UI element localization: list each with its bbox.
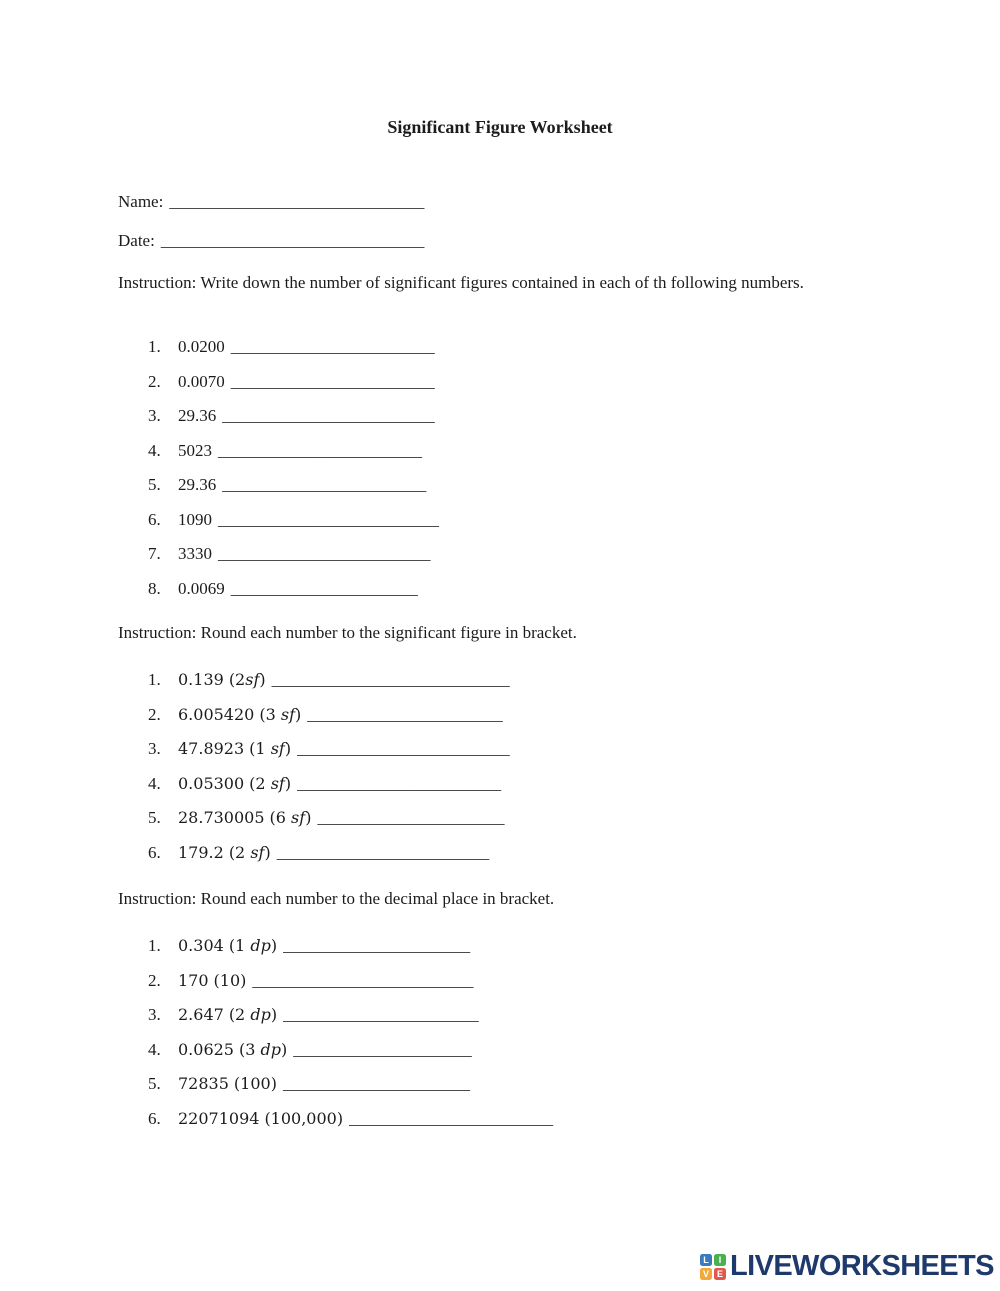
item-value: 0.0200 bbox=[178, 337, 225, 356]
item-number: 1. bbox=[148, 670, 161, 689]
answer-blank[interactable]: _______________________ bbox=[307, 704, 503, 724]
worksheet-item bbox=[148, 801, 510, 836]
worksheet-item bbox=[148, 503, 439, 538]
round-sf-list bbox=[148, 663, 510, 870]
sig-fig-count-list bbox=[148, 330, 439, 606]
item-value: 47.8923 bbox=[178, 739, 245, 758]
item-bracket: (3 sf) bbox=[259, 704, 302, 724]
answer-blank[interactable]: ________________________ bbox=[349, 1108, 554, 1128]
logo-tile-i: I bbox=[714, 1254, 726, 1266]
answer-blank[interactable]: _________________________ bbox=[218, 544, 431, 563]
date-field-row bbox=[118, 231, 424, 251]
item-bracket: (1 dp) bbox=[228, 936, 278, 955]
item-number: 3. bbox=[148, 739, 161, 758]
instruction-round-sf: Instruction: Round each number to the significant figure in bracket. bbox=[118, 623, 577, 642]
item-value: 170 bbox=[178, 970, 209, 990]
item-bracket: (10) bbox=[213, 970, 247, 990]
item-bracket: (1 sf) bbox=[249, 739, 292, 758]
round-dp-list bbox=[148, 929, 553, 1136]
item-number: 8. bbox=[148, 578, 161, 598]
item-value: 0.0070 bbox=[178, 371, 225, 391]
worksheet-item bbox=[148, 1033, 553, 1068]
item-number: 2. bbox=[148, 704, 161, 724]
item-bracket: (100) bbox=[233, 1074, 277, 1093]
item-bracket: (100,000) bbox=[264, 1108, 344, 1128]
item-value: 0.0069 bbox=[178, 578, 225, 598]
item-value: 3330 bbox=[178, 544, 212, 563]
name-label: Name: bbox=[118, 192, 164, 211]
item-value: 5023 bbox=[178, 440, 212, 460]
liveworksheets-footer bbox=[700, 1250, 994, 1283]
worksheet-item bbox=[148, 732, 510, 767]
item-number: 1. bbox=[148, 936, 161, 955]
worksheet-item bbox=[148, 698, 510, 733]
item-bracket: (2sf) bbox=[228, 670, 266, 689]
answer-blank[interactable]: ____________________________ bbox=[271, 670, 510, 689]
item-number: 6. bbox=[148, 1108, 161, 1128]
answer-blank[interactable]: _________________________ bbox=[276, 842, 490, 862]
logo-tile-l: L bbox=[700, 1254, 712, 1266]
answer-blank[interactable]: ______________________ bbox=[282, 1074, 470, 1093]
item-number: 3. bbox=[148, 1005, 161, 1024]
answer-blank[interactable]: _____________________ bbox=[293, 1039, 472, 1059]
date-answer-blank[interactable]: _______________________________ bbox=[160, 231, 425, 250]
answer-blank[interactable]: ________________________ bbox=[222, 475, 427, 494]
instruction-round-dp: Instruction: Round each number to the decimal place in bracket. bbox=[118, 889, 555, 908]
item-number: 1. bbox=[148, 337, 161, 356]
worksheet-item bbox=[148, 767, 510, 802]
answer-blank[interactable]: ________________________ bbox=[297, 773, 502, 793]
item-bracket: (2 sf) bbox=[249, 773, 292, 793]
item-bracket: (6 sf) bbox=[269, 808, 312, 827]
worksheet-item bbox=[148, 836, 510, 871]
item-value: 0.0625 bbox=[178, 1039, 234, 1059]
name-answer-blank[interactable]: ______________________________ bbox=[169, 192, 425, 211]
worksheet-item bbox=[148, 434, 439, 469]
item-value: 72835 bbox=[178, 1074, 229, 1093]
worksheet-item bbox=[148, 929, 553, 964]
item-number: 5. bbox=[148, 1074, 161, 1093]
item-value: 22071094 bbox=[178, 1108, 260, 1128]
logo-tile-v: V bbox=[700, 1268, 712, 1280]
answer-blank[interactable]: ________________________ bbox=[230, 371, 435, 391]
item-number: 4. bbox=[148, 440, 161, 460]
item-value: 28.730005 bbox=[178, 808, 265, 827]
answer-blank[interactable]: _______________________ bbox=[283, 1005, 479, 1024]
brand-text: LIVEWORKSHEETS bbox=[730, 1250, 994, 1282]
item-number: 2. bbox=[148, 371, 161, 391]
page-title: Significant Figure Worksheet bbox=[387, 117, 613, 137]
item-number: 2. bbox=[148, 970, 161, 990]
item-number: 7. bbox=[148, 544, 161, 563]
answer-blank[interactable]: ________________________ bbox=[230, 337, 435, 356]
worksheet-item bbox=[148, 663, 510, 698]
item-bracket: (2 dp) bbox=[228, 1005, 278, 1024]
item-number: 4. bbox=[148, 1039, 161, 1059]
liveworksheets-logo-icon bbox=[700, 1254, 726, 1280]
item-number: 3. bbox=[148, 406, 161, 425]
item-value: 1090 bbox=[178, 509, 212, 529]
item-number: 5. bbox=[148, 808, 161, 827]
worksheet-item bbox=[148, 537, 439, 572]
date-label: Date: bbox=[118, 231, 155, 250]
item-value: 0.05300 bbox=[178, 773, 245, 793]
item-value: 0.139 bbox=[178, 670, 224, 689]
item-value: 0.304 bbox=[178, 936, 224, 955]
answer-blank[interactable]: _________________________ bbox=[222, 406, 435, 425]
worksheet-item bbox=[148, 365, 439, 400]
answer-blank[interactable]: __________________________ bbox=[252, 970, 474, 990]
worksheet-item bbox=[148, 572, 439, 607]
logo-tile-e: E bbox=[714, 1268, 726, 1280]
worksheet-item bbox=[148, 399, 439, 434]
item-number: 5. bbox=[148, 475, 161, 494]
item-number: 6. bbox=[148, 509, 161, 529]
item-bracket: (2 sf) bbox=[228, 842, 271, 862]
worksheet-item bbox=[148, 964, 553, 999]
answer-blank[interactable]: ________________________ bbox=[218, 440, 422, 460]
item-value: 2.647 bbox=[178, 1005, 224, 1024]
name-field-row bbox=[118, 192, 424, 212]
worksheet-item bbox=[148, 468, 439, 503]
item-value: 29.36 bbox=[178, 475, 217, 494]
answer-blank[interactable]: ______________________ bbox=[317, 808, 505, 827]
answer-blank[interactable]: __________________________ bbox=[218, 509, 439, 529]
item-number: 4. bbox=[148, 773, 161, 793]
worksheet-item bbox=[148, 330, 439, 365]
item-value: 29.36 bbox=[178, 406, 217, 425]
item-bracket: (3 dp) bbox=[238, 1039, 288, 1059]
answer-blank[interactable]: _________________________ bbox=[297, 739, 510, 758]
answer-blank[interactable]: ______________________ bbox=[230, 578, 418, 598]
worksheet-item bbox=[148, 998, 553, 1033]
worksheet-item bbox=[148, 1067, 553, 1102]
answer-blank[interactable]: ______________________ bbox=[283, 936, 471, 955]
item-number: 6. bbox=[148, 842, 161, 862]
item-value: 6.005420 bbox=[178, 704, 255, 724]
instruction-sig-fig-count: Instruction: Write down the number of significant figures contained in each of th following numbers. bbox=[118, 273, 804, 292]
worksheet-item bbox=[148, 1102, 553, 1137]
item-value: 179.2 bbox=[178, 842, 224, 862]
